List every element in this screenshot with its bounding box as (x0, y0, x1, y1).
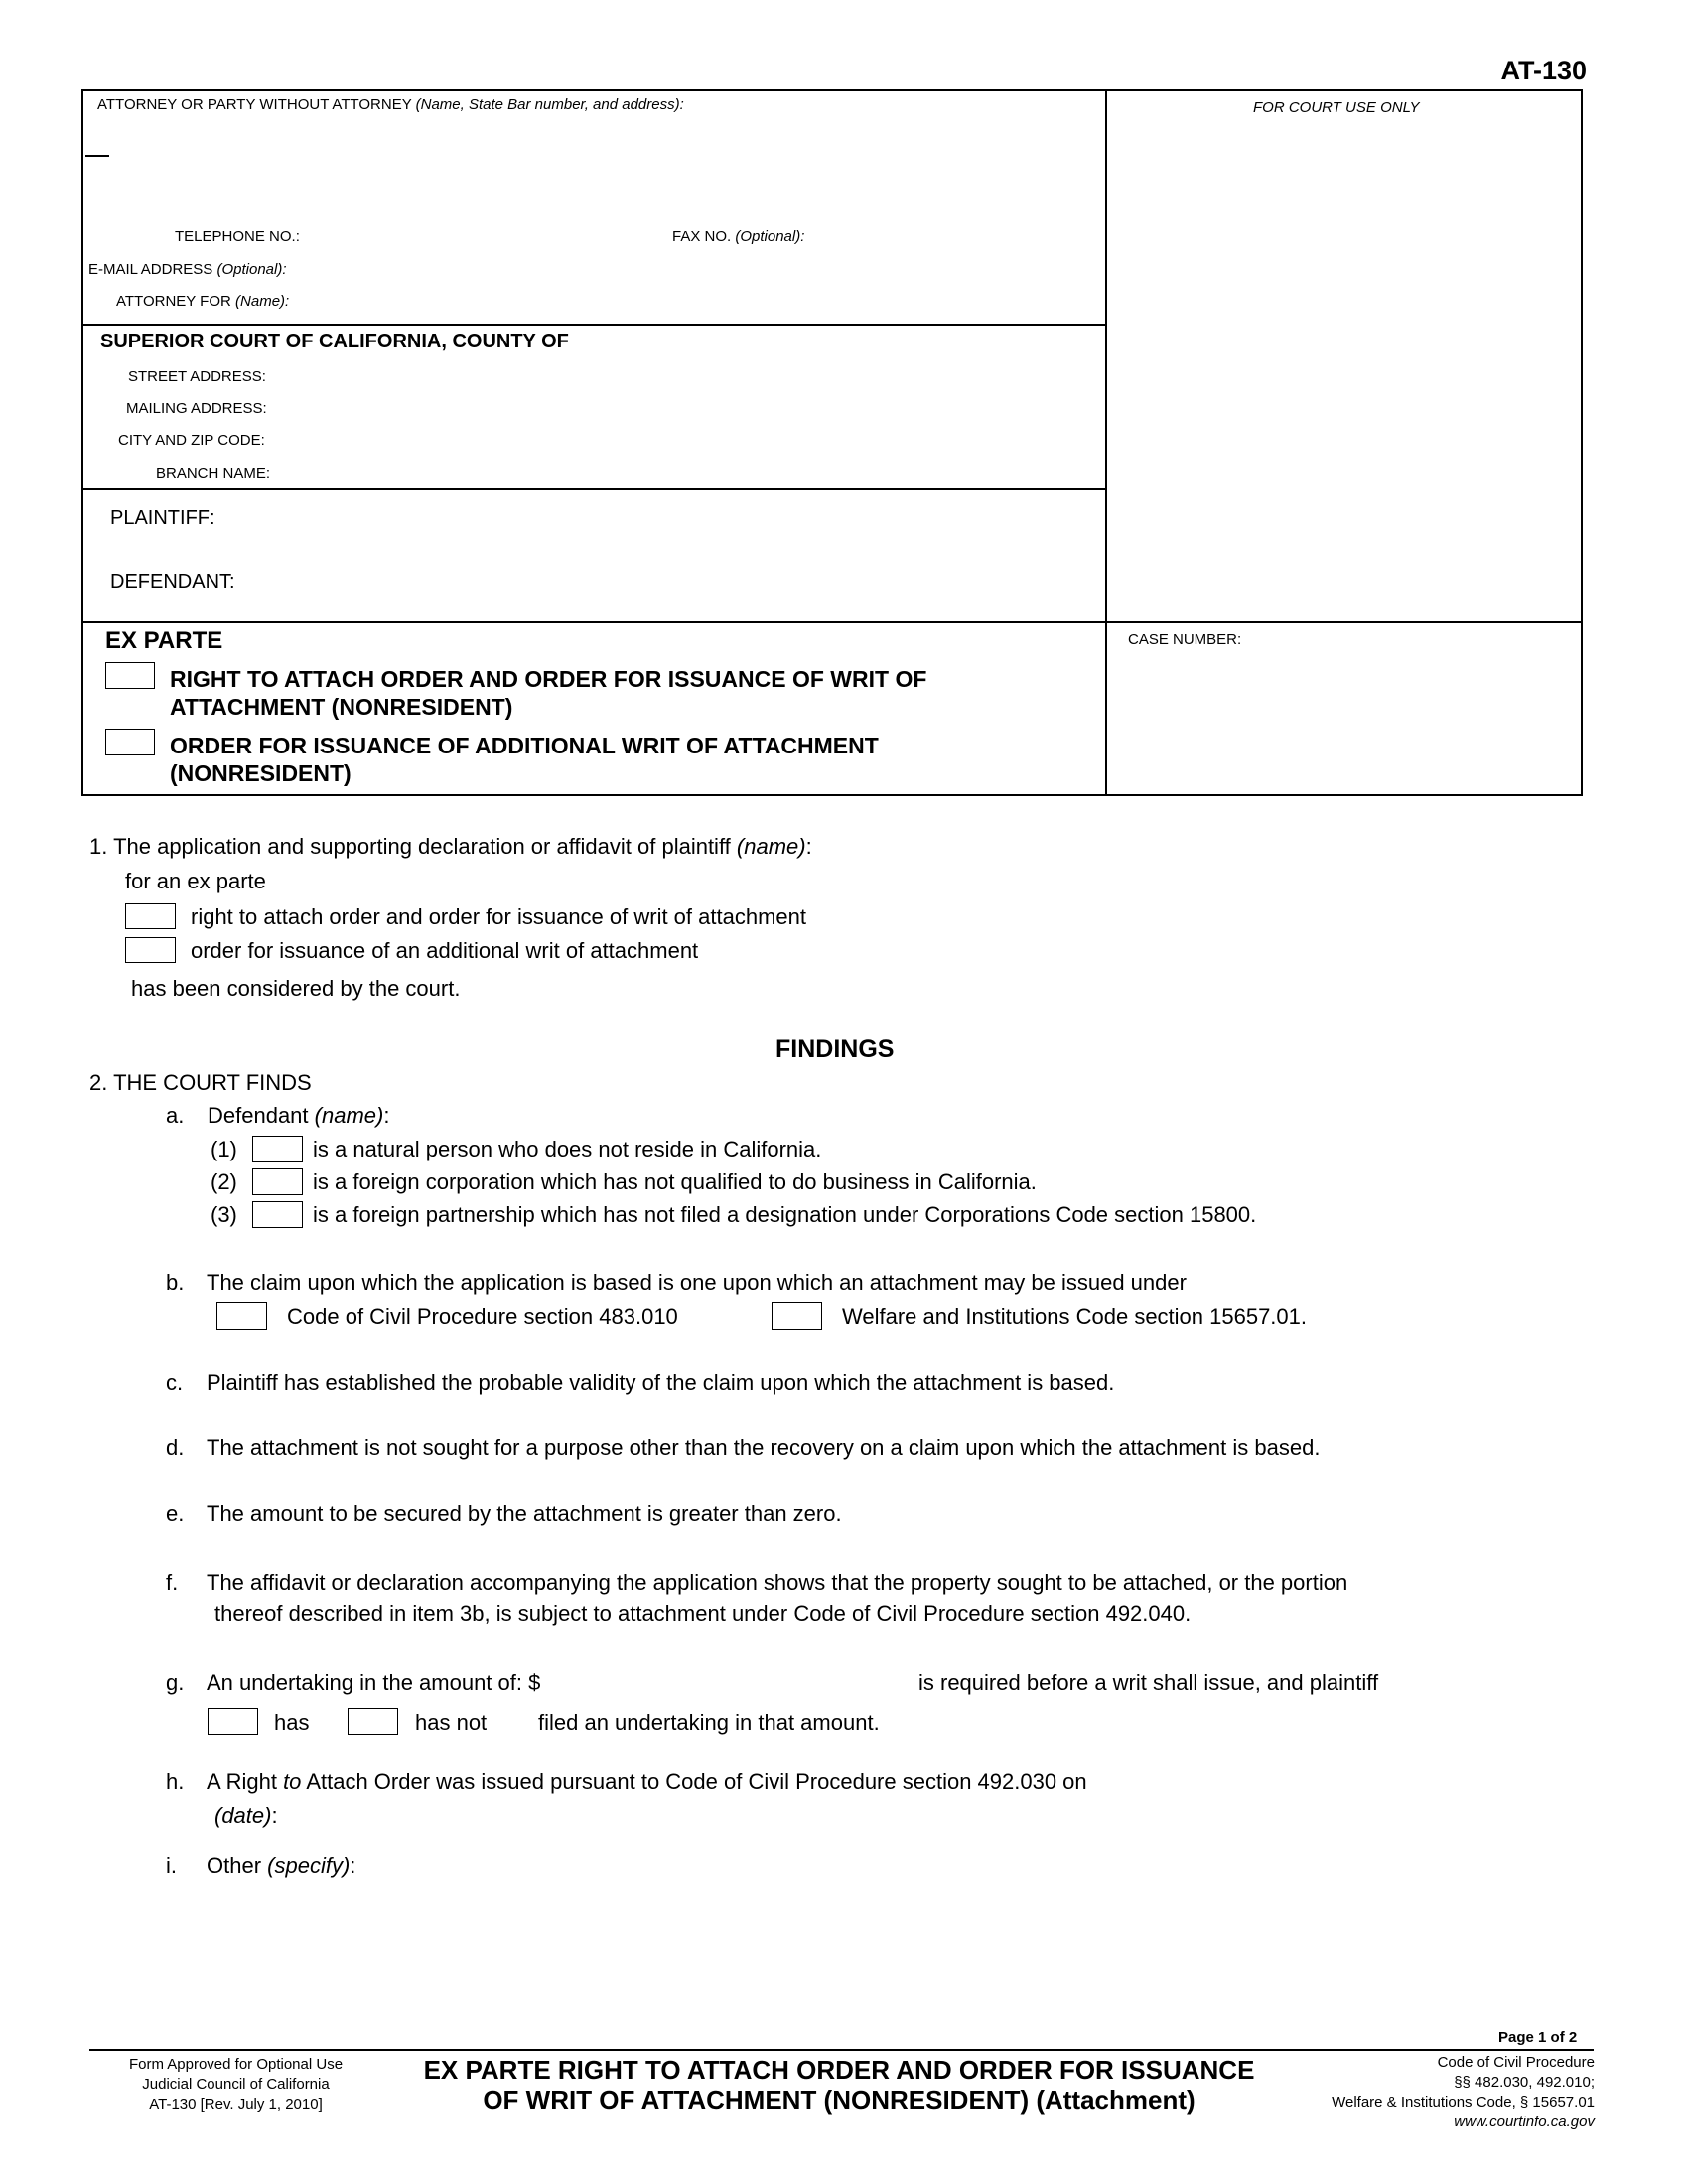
item2h-date: (date): (214, 1803, 278, 1828)
item2h-text: A Right to Attach Order was issued pursuant to Code of Civil Procedure section 492.030 on (207, 1769, 1087, 1794)
item2f-text-line2: thereof described in item 3b, is subject to attachment under Code of Civil Procedure section 492.040. (214, 1601, 1192, 1626)
divider-line (83, 324, 1107, 326)
item1-option2-checkbox[interactable] (125, 937, 176, 963)
court-title: SUPERIOR COURT OF CALIFORNIA, COUNTY OF (100, 331, 569, 352)
dash-mark (85, 155, 109, 157)
item2g-has-checkbox[interactable] (208, 1708, 258, 1735)
item2c-text: Plaintiff has established the probable validity of the claim upon which the attachment is based. (207, 1370, 1115, 1395)
item2f-letter: f. (166, 1570, 179, 1595)
item2a2-number: (2) (211, 1169, 237, 1194)
street-address-label: STREET ADDRESS: (128, 368, 266, 385)
divider-line (83, 488, 1107, 490)
plaintiff-label: PLAINTIFF: (110, 507, 215, 529)
item2g-filed-text: filed an undertaking in that amount. (538, 1710, 880, 1735)
footer-citations: Code of Civil Procedure §§ 482.030, 492.010; Welfare & Institutions Code, § 15657.01 www.courtinfo.ca.gov (1332, 2054, 1595, 2130)
item2g-letter: g. (166, 1670, 185, 1695)
case-number-label: CASE NUMBER: (1128, 631, 1242, 648)
item2h-letter: h. (166, 1769, 185, 1794)
item2g-has-not-checkbox[interactable] (348, 1708, 398, 1735)
defendant-label: DEFENDANT: (110, 571, 235, 593)
item2c-letter: c. (166, 1370, 184, 1395)
item2g-has-label: has (274, 1710, 310, 1735)
item2b-option1-text: Code of Civil Procedure section 483.010 (287, 1304, 678, 1329)
item2i-letter: i. (166, 1853, 177, 1878)
branch-name-label: BRANCH NAME: (156, 465, 271, 481)
caption-option1-text: RIGHT TO ATTACH ORDER AND ORDER FOR ISSUANCE OF WRIT OF ATTACHMENT (NONRESIDENT) (170, 666, 927, 720)
page-indicator: Page 1 of 2 (1498, 2029, 1578, 2046)
form-number: AT-130 (1500, 56, 1587, 85)
item2a-letter: a. (166, 1103, 185, 1128)
divider-line (83, 621, 1581, 623)
findings-heading: FINDINGS (775, 1035, 895, 1063)
item1-option1-checkbox[interactable] (125, 903, 176, 929)
item2b-option2-checkbox[interactable] (772, 1302, 822, 1330)
city-zip-label: CITY AND ZIP CODE: (118, 432, 265, 449)
footer-rule (89, 2049, 1594, 2051)
attorney-label: ATTORNEY OR PARTY WITHOUT ATTORNEY (Name, State Bar number, and address): (97, 96, 684, 113)
item1-option1-text: right to attach order and order for issuance of writ of attachment (191, 904, 806, 929)
item2g-text2: is required before a writ shall issue, and plaintiff (918, 1670, 1379, 1695)
caption-option2-text: ORDER FOR ISSUANCE OF ADDITIONAL WRIT OF ATTACHMENT (NONRESIDENT) (170, 733, 879, 786)
item2-heading: 2. THE COURT FINDS (89, 1070, 312, 1095)
item2i-text: Other (specify): (207, 1853, 356, 1878)
item2a3-text: is a foreign partnership which has not filed a designation under Corporations Code section 15800. (313, 1202, 1257, 1227)
item2b-option2-text: Welfare and Institutions Code section 15657.01. (842, 1304, 1308, 1329)
item2a1-number: (1) (211, 1137, 237, 1161)
item2d-letter: d. (166, 1435, 185, 1460)
item1-for-ex-parte: for an ex parte (125, 869, 266, 893)
item2g-has-not-label: has not (415, 1710, 488, 1735)
item2b-letter: b. (166, 1270, 185, 1295)
fax-label: FAX NO. (Optional): (672, 228, 805, 245)
item2a3-number: (3) (211, 1202, 237, 1227)
item2a2-text: is a foreign corporation which has not qualified to do business in California. (313, 1169, 1037, 1194)
item2a2-checkbox[interactable] (252, 1168, 303, 1195)
email-label: E-MAIL ADDRESS (Optional): (88, 261, 287, 278)
item2a3-checkbox[interactable] (252, 1201, 303, 1228)
item2g-text: An undertaking in the amount of: $ (207, 1670, 541, 1695)
caption-option1-checkbox[interactable] (105, 662, 155, 689)
item2a-text: Defendant (name): (208, 1103, 390, 1128)
mailing-address-label: MAILING ADDRESS: (126, 400, 267, 417)
footer-title: EX PARTE RIGHT TO ATTACH ORDER AND ORDER FOR ISSUANCE OF WRIT OF ATTACHMENT (NONRESIDENT) (Attachment) (423, 2055, 1255, 2115)
item2a1-checkbox[interactable] (252, 1136, 303, 1162)
court-use-only: FOR COURT USE ONLY (1253, 99, 1420, 116)
attorney-for-label: ATTORNEY FOR (Name): (116, 293, 290, 310)
item1-option2-text: order for issuance of an additional writ of attachment (191, 938, 699, 963)
caption-divider (1105, 91, 1107, 794)
telephone-label: TELEPHONE NO.: (175, 228, 300, 245)
item2f-text-line1: The affidavit or declaration accompanying the application shows that the property sought to be attached, or the portion (207, 1570, 1348, 1595)
item2b-option1-checkbox[interactable] (216, 1302, 267, 1330)
caption-option2-checkbox[interactable] (105, 729, 155, 755)
item2e-letter: e. (166, 1501, 185, 1526)
item2e-text: The amount to be secured by the attachment is greater than zero. (207, 1501, 842, 1526)
ex-parte-title: EX PARTE (105, 627, 223, 654)
item1-text: 1. The application and supporting declaration or affidavit of plaintiff (name): (89, 834, 812, 859)
footer-form-info: Form Approved for Optional Use Judicial Council of California AT-130 [Rev. July 1, 2010] (128, 2056, 344, 2113)
item2b-text: The claim upon which the application is based is one upon which an attachment may be issued under (207, 1270, 1187, 1295)
item2a1-text: is a natural person who does not reside in California. (313, 1137, 822, 1161)
item1-considered: has been considered by the court. (131, 976, 461, 1001)
item2d-text: The attachment is not sought for a purpose other than the recovery on a claim upon which the attachment is based. (207, 1435, 1321, 1460)
